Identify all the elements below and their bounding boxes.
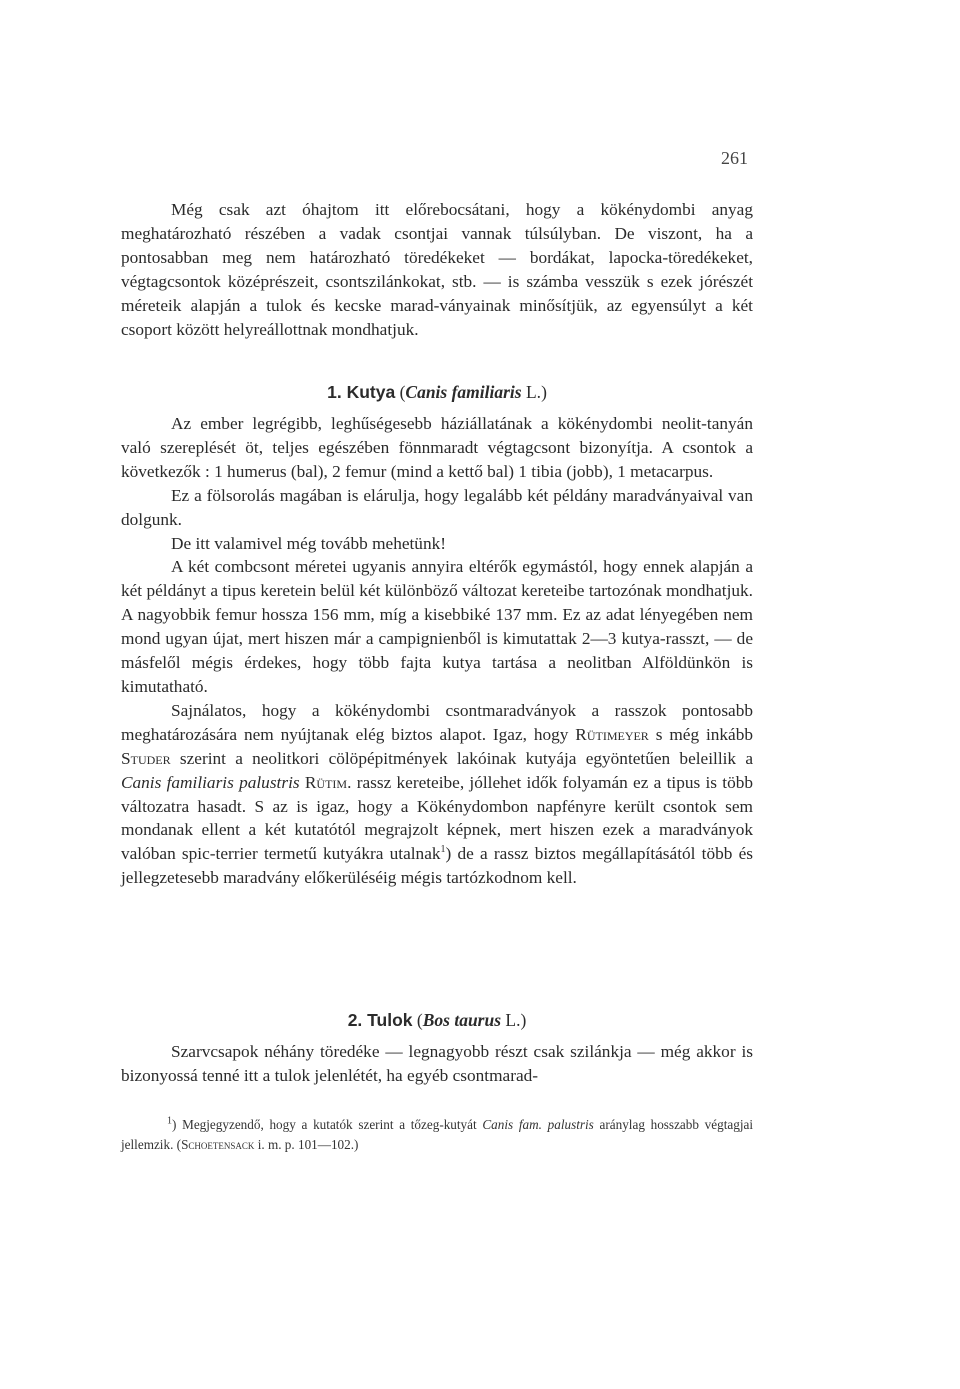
footnote-mark: 1 (167, 1115, 172, 1127)
latin-name: Canis fam. palustris (482, 1117, 594, 1132)
text-run: rassz kereteibe, jóllehet idők folyamán ez a tipus is több változatra hasadt. S az is igaz, hogy a Kökénydombon napfényre került csontok sem mondanak ellent a két kutatótól megrajzolt képnek, mert hiszen ezek a maradványok valóban spic-terrier termetű kutyákra utalnak (121, 772, 754, 864)
text-run: ) de a rassz biztos megállapításától több és jellegzetesebb maradvány előkerüléséig mégis tartózkodnom kell. (121, 844, 754, 888)
page-number: 261 (721, 148, 748, 168)
author-name: Rütimeyer (575, 724, 649, 744)
author-name: Rütim. (304, 772, 352, 792)
text-run: Sajnálatos, hogy a kökénydombi csontmaradványok a rasszok pontosabb meghatározására nem nyújtanak elég biztos alapot. Igaz, hogy (121, 700, 753, 744)
paragraph: Szarvcsapok néhány töredéke — legnagyobb részt csak szilánkja — még akkor is bizonyossá tenné itt a tulok jelenlétét, ha egyéb csontmarad- (121, 1042, 753, 1085)
text-run: s még inkább (655, 724, 753, 744)
text-run: szerint a neolitkori cölöpépitmények lakóinak kutyája egyöntetűen beleillik a (179, 748, 753, 768)
intro-paragraph: Még csak azt óhajtom itt előrebocsátani, hogy a kökénydombi anyag meghatározható részében a vadak csontjai vannak túlsúlyban. De viszont, ha a pontosabban meg nem határozható töredékeket — bordákat, lapocka-töredékeket, végtagcsontok középrészeit, csontszilánkokat, stb. — is számba vesszük s ezek jórészét méreteik alapján a tulok és kecske marad-ványainak minősítjük, az egyensúlyt a két csoport között helyreállottnak mondhatjuk. (121, 200, 753, 339)
section-latin-name: Canis familiaris (405, 382, 522, 402)
section-tulok-body (121, 1040, 753, 1088)
section-heading-tulok: 2. Tulok (Bos taurus L.) (347, 1010, 527, 1030)
paragraph: Az ember legrégibb, leghűségesebb háziállatának a kökénydombi neolit-tanyán való szereplését öt, teljes egészében fönnmaradt végtagcsont bizonyítja. A csontok a következők : 1 humerus (bal), 2 femur (mind a kettő bal) 1 tibia (jobb), 1 metacarpus. (121, 414, 753, 481)
text-run: ) Megjegyzendő, hogy a kutatók szerint a tőzeg-kutyát (172, 1117, 477, 1132)
section-latin-name: Bos taurus (422, 1010, 502, 1030)
intro-block (121, 198, 753, 341)
paragraph (121, 699, 753, 890)
footnote (121, 1115, 753, 1155)
section-number: 2. Tulok (347, 1010, 413, 1030)
paragraph: A két combcsont méretei ugyanis annyira eltérők egymástól, hogy ennek alapján a két példányt a tipus keretein belül két különböző változat kereteibe tartozónak mondhatjuk. A nagyobbik femur hossza 156 mm, míg a kisebbiké 137 mm. Ez az adat lényegében nem mond ugyan újat, mert hiszen már a campignienből is kimutattak 2—3 kutya-rasszt, — de másfelől mégis érdekes, hogy több fajta kutya tartása a neolitban Alföldünkön is kimutatható. (121, 557, 753, 696)
section-author: L. (525, 382, 542, 402)
author-name: Schoetensack (181, 1137, 255, 1152)
section-author: L. (505, 1010, 521, 1030)
section-kutya-body (121, 412, 753, 890)
latin-name: Canis familiaris palustris (121, 772, 300, 792)
section-number: 1. Kutya (327, 382, 396, 402)
text-run: i. m. p. 101—102.) (257, 1137, 359, 1152)
text-run: aránylag hosszabb végtagjai jellemzik. ( (121, 1117, 753, 1152)
section-heading-kutya: 1. Kutya (Canis familiaris L.) (327, 382, 547, 402)
paragraph: Ez a fölsorolás magában is elárulja, hogy legalább két példány maradványaival van dolgunk. (121, 485, 753, 529)
author-name: Studer (121, 748, 171, 768)
paragraph: De itt valamivel még tovább mehetünk! (171, 533, 446, 553)
footnote-reference: 1 (440, 844, 446, 856)
